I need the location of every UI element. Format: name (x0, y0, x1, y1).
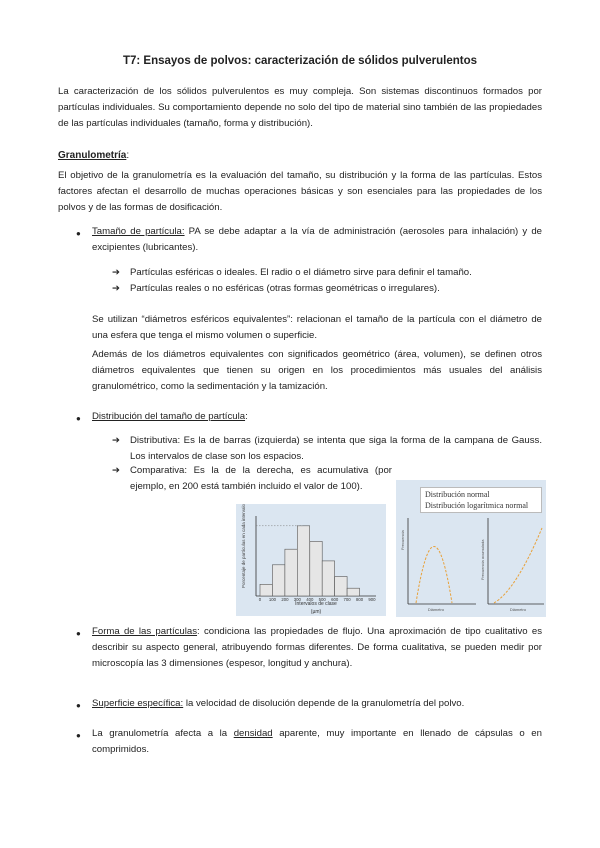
left-plot-xlabel: Diámetro (427, 607, 445, 612)
bullet-shape (92, 624, 542, 672)
histogram-tick-label: 900 (368, 597, 376, 602)
histogram-figure (236, 504, 386, 616)
histogram-bar (335, 577, 347, 597)
page-title: T7: Ensayos de polvos: caracterización de sólidos pulverulentos (122, 55, 478, 67)
arrow-icon: ➔ (112, 435, 121, 446)
bullet-dot: ● (76, 629, 81, 638)
histogram-xunit: (µm) (310, 609, 322, 615)
bullet-surface (92, 696, 542, 712)
histogram-xlabel: Intervalos de clase (295, 601, 337, 607)
equivalent-diameters-paragraph: Se utilizan “diámetros esféricos equivalentes”: relacionan el tamaño de la partícula con el diámetro de una esfera que tenga el mismo volumen o superficie. (92, 314, 542, 341)
bullet-surface-label: Superficie específica: (92, 698, 184, 709)
distribution-figure (396, 480, 546, 617)
histogram-bar (297, 526, 309, 596)
legend-normal: Distribución normal (425, 490, 490, 499)
intro-paragraph: La caracterización de los sólidos pulverulentos es muy compleja. Son sistemas discontinuos formados por partículas individuales. Su comportamiento depende no solo del tipo de material sino también de las propiedades de las partículas individuales (tamaño, forma y distribución). (58, 86, 542, 129)
bullet-size (92, 224, 542, 256)
sub-item-real: Partículas reales o no esféricas (otras formas geométricas o irregulares). (130, 283, 440, 294)
arrow-icon: ➔ (112, 283, 121, 294)
bullet-dot: ● (76, 701, 81, 710)
left-plot-ylabel: Frecuencia (400, 530, 405, 550)
section-heading (58, 150, 129, 161)
bullet-shape-label: Forma de las partículas (92, 626, 198, 637)
histogram-ylabel: Porcentaje de partículas en cada intervalo de clase (241, 504, 246, 588)
cumulative-curve (494, 528, 542, 603)
bullet-shape-text: : condiciona las propiedades de flujo. Una aproximación de tipo cualitativo es describir su aspecto general, atribuyendo formas diferentes. De forma cualitativa, se pueden medir por microscopía las 3 dimensiones (espesor, longitud y anchura). (92, 626, 543, 669)
histogram-tick-label: 500 (318, 597, 326, 602)
histogram-bar (322, 561, 334, 596)
histogram-tick-label: 400 (306, 597, 314, 602)
bullet-distribution-colon: : (245, 411, 248, 422)
histogram-bar (347, 588, 359, 596)
histogram-bar (260, 584, 272, 596)
histogram-bar (285, 549, 297, 596)
histogram-tick-label: 700 (343, 597, 351, 602)
bullet-distribution-label: Distribución del tamaño de partícula (92, 411, 246, 422)
bullet-distribution (92, 409, 542, 425)
normal-curve (416, 547, 452, 604)
histogram-tick-label: 600 (331, 597, 339, 602)
sub-item-distributive: Distributiva: Es la de barras (izquierda) se intenta que siga la forma de la campana de Gauss. Los intervalos de clase son los espacios. (130, 435, 542, 462)
section-heading-text: Granulometría (58, 150, 127, 161)
arrow-icon: ➔ (112, 465, 121, 476)
histogram-tick-label: 100 (268, 597, 276, 602)
legend-lognormal: Distribución logarítmica normal (425, 501, 529, 510)
section-heading-colon: : (126, 150, 130, 161)
arrow-icon: ➔ (112, 267, 121, 278)
histogram-tick-label: 0 (258, 597, 262, 602)
bullet-density-pre: La granulometría afecta a la (92, 728, 234, 739)
bullet-density (92, 726, 542, 758)
bullet-surface-text: la velocidad de disolución depende de la granulometría del polvo. (183, 698, 465, 709)
bullet-dot: ● (76, 414, 81, 423)
bullet-size-text: PA se debe adaptar a la vía de administración (aerosoles para inhalación) y de excipientes (lubricantes). (92, 226, 542, 253)
histogram-bar (272, 565, 284, 596)
histogram-tick-label: 800 (356, 597, 364, 602)
bullet-density-link: densidad (233, 728, 273, 739)
bullet-dot: ● (76, 229, 81, 238)
bullet-density-post: aparente, muy importante en llenado de cápsulas o en comprimidos. (92, 728, 542, 755)
sub-item-comparative: Comparativa: Es la de la derecha, es acumulativa (por ejemplo, en 200 está también incluido el valor de 100). (130, 465, 392, 492)
bullet-dot: ● (76, 731, 81, 740)
sub-item-ideal: Partículas esféricas o ideales. El radio o el diámetro sirve para definir el tamaño. (130, 267, 472, 278)
right-plot-ylabel: Frecuencia acumulada (480, 539, 485, 580)
histogram-chart (236, 504, 386, 616)
section-intro: El objetivo de la granulometría es la evaluación del tamaño, su distribución y la forma de las partículas. Estos factores afectan el desarrollo de muchas operaciones básicas y son esenciales para las propiedades de los polvos y de las formas de dosificación. (58, 170, 542, 213)
bullet-size-label: Tamaño de partícula: (92, 226, 185, 237)
histogram-tick-label: 300 (293, 597, 301, 602)
histogram-tick-label: 200 (281, 597, 289, 602)
histogram-bar (310, 541, 322, 596)
other-diameters-paragraph: Además de los diámetros equivalentes con significados geométrico (área, volumen), se definen otros diámetros equivalentes que tienen su origen en los procedimientos más usuales del análisis granulométrico, como la sedimentación y la tamización. (92, 349, 542, 392)
right-plot-xlabel: Diámetro (509, 607, 527, 612)
distribution-chart (396, 480, 546, 617)
